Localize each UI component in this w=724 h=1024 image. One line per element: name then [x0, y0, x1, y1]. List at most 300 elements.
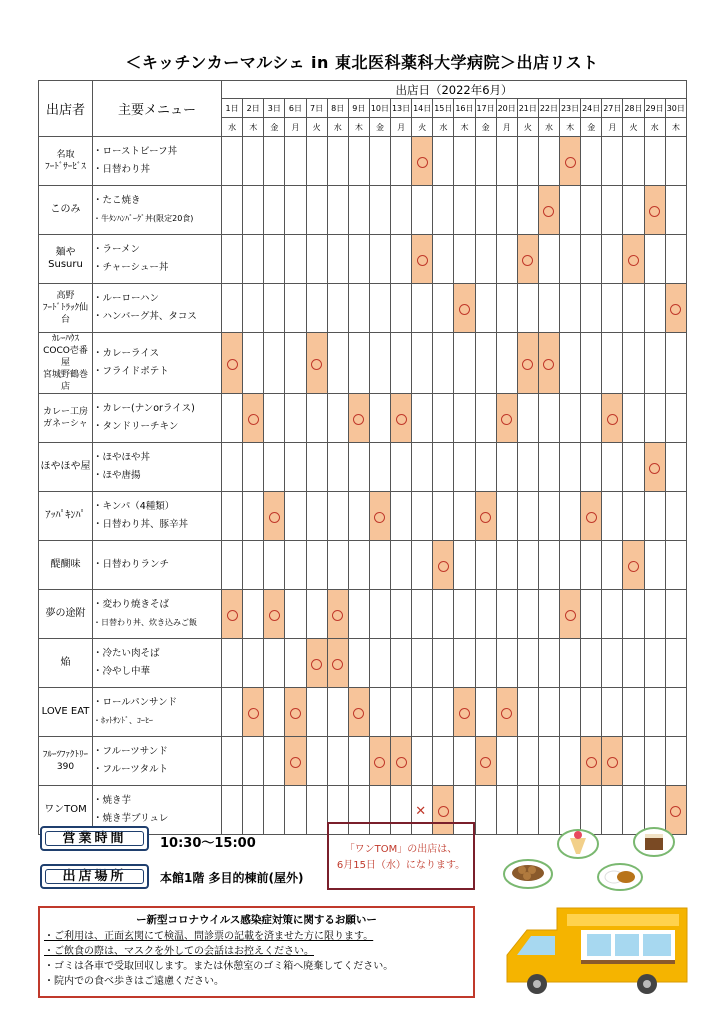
empty-day-cell: [623, 590, 644, 639]
empty-day-cell: [285, 492, 306, 541]
day-header: 28日: [623, 99, 644, 118]
empty-day-cell: [412, 737, 433, 786]
menu-cell: [93, 394, 222, 443]
empty-day-cell: [644, 737, 665, 786]
circle-mark-icon: [227, 610, 238, 621]
day-header: 3日: [264, 99, 285, 118]
vendor-row: [39, 492, 687, 541]
open-day-cell: [644, 443, 665, 492]
circle-mark-icon: [543, 206, 554, 217]
empty-day-cell: [560, 639, 581, 688]
menu-item: ・焼き芋: [93, 795, 132, 806]
open-day-cell: [306, 639, 327, 688]
empty-day-cell: [623, 394, 644, 443]
vendor-row: [39, 284, 687, 333]
day-header: 22日: [538, 99, 559, 118]
day-header: 16日: [454, 99, 475, 118]
empty-day-cell: [285, 284, 306, 333]
vendor-row: [39, 137, 687, 186]
empty-day-cell: [306, 688, 327, 737]
weekday-header: 水: [644, 118, 665, 137]
vendor-name: 焔: [39, 639, 93, 688]
empty-day-cell: [391, 443, 412, 492]
open-day-cell: [306, 333, 327, 394]
circle-mark-icon: [607, 757, 618, 768]
empty-day-cell: [306, 492, 327, 541]
circle-mark-icon: [522, 359, 533, 370]
circle-mark-icon: [353, 708, 364, 719]
menu-cell: [93, 541, 222, 590]
empty-day-cell: [369, 333, 390, 394]
weekday-header: 木: [243, 118, 264, 137]
empty-day-cell: [581, 590, 602, 639]
vendor-name: ｱｯﾊﾟｷﾝﾊﾟ: [39, 492, 93, 541]
empty-day-cell: [243, 737, 264, 786]
menu-item: ・日替わり丼、豚辛丼: [93, 519, 189, 530]
open-day-cell: [243, 394, 264, 443]
empty-day-cell: [222, 443, 243, 492]
empty-day-cell: [306, 590, 327, 639]
circle-mark-icon: [480, 512, 491, 523]
circle-mark-icon: [290, 757, 301, 768]
circle-mark-icon: [248, 708, 259, 719]
menu-item: ・キンパ（4種類）: [93, 501, 175, 512]
vendor-name: このみ: [39, 186, 93, 235]
open-day-cell: [644, 186, 665, 235]
empty-day-cell: [538, 737, 559, 786]
empty-day-cell: [454, 394, 475, 443]
open-day-cell: [560, 590, 581, 639]
empty-day-cell: [285, 186, 306, 235]
empty-day-cell: [475, 786, 496, 835]
empty-day-cell: [623, 492, 644, 541]
empty-day-cell: [623, 688, 644, 737]
empty-day-cell: [306, 737, 327, 786]
empty-day-cell: [517, 688, 538, 737]
menu-cell: [93, 284, 222, 333]
vendor-row: [39, 394, 687, 443]
empty-day-cell: [581, 394, 602, 443]
open-day-cell: [264, 590, 285, 639]
empty-day-cell: [602, 333, 623, 394]
empty-day-cell: [602, 492, 623, 541]
empty-day-cell: [433, 394, 454, 443]
open-day-cell: [348, 394, 369, 443]
open-day-cell: [623, 541, 644, 590]
vendor-row: [39, 590, 687, 639]
empty-day-cell: [665, 137, 686, 186]
empty-day-cell: [644, 333, 665, 394]
weekday-header: 木: [560, 118, 581, 137]
circle-mark-icon: [438, 806, 449, 817]
empty-day-cell: [454, 186, 475, 235]
weekday-header: 木: [665, 118, 686, 137]
circle-mark-icon: [417, 255, 428, 266]
empty-day-cell: [222, 284, 243, 333]
menu-item: ・カレーライス: [93, 348, 160, 359]
empty-day-cell: [581, 186, 602, 235]
vendor-row: [39, 639, 687, 688]
empty-day-cell: [475, 688, 496, 737]
empty-day-cell: [222, 541, 243, 590]
curry-plate-icon: [598, 864, 642, 890]
empty-day-cell: [602, 235, 623, 284]
hours-label-box: 営業時間: [40, 826, 149, 851]
empty-day-cell: [306, 541, 327, 590]
empty-day-cell: [391, 541, 412, 590]
empty-day-cell: [243, 492, 264, 541]
empty-day-cell: [581, 333, 602, 394]
empty-day-cell: [412, 492, 433, 541]
empty-day-cell: [475, 137, 496, 186]
empty-day-cell: [327, 333, 348, 394]
empty-day-cell: [454, 590, 475, 639]
empty-day-cell: [391, 688, 412, 737]
empty-day-cell: [222, 394, 243, 443]
empty-day-cell: [602, 284, 623, 333]
empty-day-cell: [285, 333, 306, 394]
vendor-row: [39, 443, 687, 492]
open-day-cell: [581, 737, 602, 786]
empty-day-cell: [602, 541, 623, 590]
empty-day-cell: [581, 235, 602, 284]
empty-day-cell: [644, 688, 665, 737]
circle-mark-icon: [290, 708, 301, 719]
vendor-name: ワンTOM: [39, 786, 93, 835]
circle-mark-icon: [269, 512, 280, 523]
weekday-header: 月: [391, 118, 412, 137]
open-day-cell: [327, 639, 348, 688]
menu-cell: [93, 333, 222, 394]
circle-mark-icon: [607, 414, 618, 425]
circle-mark-icon: [269, 610, 280, 621]
open-day-cell: [222, 333, 243, 394]
vendor-row: [39, 235, 687, 284]
empty-day-cell: [475, 639, 496, 688]
empty-day-cell: [560, 541, 581, 590]
empty-day-cell: [517, 541, 538, 590]
empty-day-cell: [560, 737, 581, 786]
empty-day-cell: [391, 284, 412, 333]
empty-day-cell: [222, 639, 243, 688]
empty-day-cell: [285, 639, 306, 688]
circle-mark-icon: [649, 206, 660, 217]
empty-day-cell: [412, 688, 433, 737]
empty-day-cell: [665, 186, 686, 235]
covid-notice: [38, 906, 475, 998]
empty-day-cell: [644, 541, 665, 590]
empty-day-cell: [623, 137, 644, 186]
empty-day-cell: [348, 443, 369, 492]
day-header: 1日: [222, 99, 243, 118]
empty-day-cell: [644, 137, 665, 186]
empty-day-cell: [517, 284, 538, 333]
empty-day-cell: [327, 284, 348, 333]
empty-day-cell: [327, 541, 348, 590]
empty-day-cell: [665, 235, 686, 284]
empty-day-cell: [369, 443, 390, 492]
vendor-name: ﾌﾙｰﾂﾌｧｸﾄﾘｰ 390: [39, 737, 93, 786]
page-title: ＜キッチンカーマルシェ in 東北医科薬科大学病院＞出店リスト: [125, 53, 599, 72]
place-label-box: 出店場所: [40, 864, 149, 889]
empty-day-cell: [327, 394, 348, 443]
day-header: 14日: [412, 99, 433, 118]
empty-day-cell: [412, 284, 433, 333]
weekday-header: 月: [285, 118, 306, 137]
circle-mark-icon: [227, 359, 238, 370]
empty-day-cell: [243, 443, 264, 492]
empty-day-cell: [644, 590, 665, 639]
empty-day-cell: [264, 688, 285, 737]
empty-day-cell: [327, 137, 348, 186]
empty-day-cell: [433, 590, 454, 639]
empty-day-cell: [644, 235, 665, 284]
open-day-cell: [538, 186, 559, 235]
weekday-header: 水: [222, 118, 243, 137]
covid-item: ・ゴミは各車で受取回収します。または休憩室のゴミ箱へ廃棄してください。: [44, 961, 394, 972]
empty-day-cell: [348, 492, 369, 541]
empty-day-cell: [496, 284, 517, 333]
weekday-header: 月: [602, 118, 623, 137]
vendor-name: 名取 ﾌｰﾄﾞｻｰﾋﾞｽ: [39, 137, 93, 186]
empty-day-cell: [538, 639, 559, 688]
empty-day-cell: [538, 492, 559, 541]
empty-day-cell: [243, 541, 264, 590]
vendor-name: ほやほや屋: [39, 443, 93, 492]
empty-day-cell: [560, 284, 581, 333]
empty-day-cell: [433, 688, 454, 737]
empty-day-cell: [264, 186, 285, 235]
empty-day-cell: [538, 688, 559, 737]
menu-item: ・チャーシュー丼: [93, 262, 169, 273]
circle-mark-icon: [332, 659, 343, 670]
day-header: 6日: [285, 99, 306, 118]
empty-day-cell: [454, 492, 475, 541]
empty-day-cell: [454, 333, 475, 394]
menu-item: ・日替わり丼: [93, 164, 151, 175]
day-header: 29日: [644, 99, 665, 118]
empty-day-cell: [348, 235, 369, 284]
empty-day-cell: [391, 235, 412, 284]
empty-day-cell: [475, 333, 496, 394]
empty-day-cell: [665, 394, 686, 443]
open-day-cell: [412, 235, 433, 284]
open-day-cell: [348, 688, 369, 737]
empty-day-cell: [412, 639, 433, 688]
empty-day-cell: [369, 137, 390, 186]
day-header: 7日: [306, 99, 327, 118]
empty-day-cell: [644, 394, 665, 443]
empty-day-cell: [222, 688, 243, 737]
day-header: 30日: [665, 99, 686, 118]
empty-day-cell: [306, 186, 327, 235]
empty-day-cell: [623, 333, 644, 394]
circle-mark-icon: [480, 757, 491, 768]
circle-mark-icon: [311, 359, 322, 370]
empty-day-cell: [517, 394, 538, 443]
vendor-name: 高野 ﾌｰﾄﾞﾄﾗｯｸ仙台: [39, 284, 93, 333]
empty-day-cell: [538, 137, 559, 186]
hours-value: 10:30〜15:00: [160, 836, 256, 851]
empty-day-cell: [517, 443, 538, 492]
empty-day-cell: [264, 284, 285, 333]
circle-mark-icon: [396, 757, 407, 768]
empty-day-cell: [412, 186, 433, 235]
day-header: 21日: [517, 99, 538, 118]
empty-day-cell: [623, 284, 644, 333]
empty-day-cell: [222, 186, 243, 235]
empty-day-cell: [644, 639, 665, 688]
weekday-header: 火: [306, 118, 327, 137]
open-day-cell: [433, 541, 454, 590]
empty-day-cell: [327, 688, 348, 737]
empty-day-cell: [560, 492, 581, 541]
empty-day-cell: [665, 590, 686, 639]
menu-item: ・変わり焼きそば: [93, 599, 170, 610]
empty-day-cell: [369, 590, 390, 639]
empty-day-cell: [433, 492, 454, 541]
empty-day-cell: [243, 186, 264, 235]
open-day-cell: [602, 394, 623, 443]
empty-day-cell: [327, 443, 348, 492]
circle-mark-icon: [670, 806, 681, 817]
circle-mark-icon: [374, 512, 385, 523]
day-header: 10日: [369, 99, 390, 118]
vendor-row: [39, 186, 687, 235]
empty-day-cell: [391, 492, 412, 541]
empty-day-cell: [496, 639, 517, 688]
open-day-cell: [475, 737, 496, 786]
weekday-header: 火: [517, 118, 538, 137]
menu-item: ・ラーメン: [93, 244, 141, 255]
empty-day-cell: [264, 333, 285, 394]
place-value: 本館1階 多目的棟前(屋外): [160, 871, 304, 885]
empty-day-cell: [348, 284, 369, 333]
empty-day-cell: [560, 186, 581, 235]
menu-item: ・ﾎｯﾄｻﾝﾄﾞ、ｺｰﾋｰ: [93, 716, 153, 725]
parfait-icon: [558, 830, 598, 858]
empty-day-cell: [369, 284, 390, 333]
day-header: 24日: [581, 99, 602, 118]
circle-mark-icon: [311, 659, 322, 670]
empty-day-cell: [538, 284, 559, 333]
day-header: 15日: [433, 99, 454, 118]
empty-day-cell: [412, 541, 433, 590]
menu-cell: [93, 492, 222, 541]
empty-day-cell: [369, 688, 390, 737]
menu-cell: [93, 443, 222, 492]
chocolate-cake-icon: [634, 828, 674, 856]
header-menu: 主要メニュー: [93, 81, 222, 137]
empty-day-cell: [222, 786, 243, 835]
open-day-cell: [391, 394, 412, 443]
empty-day-cell: [327, 492, 348, 541]
open-day-cell: [475, 492, 496, 541]
food-illustrations: [500, 822, 690, 902]
empty-day-cell: [602, 137, 623, 186]
empty-day-cell: [306, 235, 327, 284]
empty-day-cell: [327, 235, 348, 284]
empty-day-cell: [560, 394, 581, 443]
menu-cell: [93, 639, 222, 688]
empty-day-cell: [623, 443, 644, 492]
open-day-cell: [602, 737, 623, 786]
empty-day-cell: [644, 284, 665, 333]
circle-mark-icon: [586, 757, 597, 768]
circle-mark-icon: [586, 512, 597, 523]
menu-cell: [93, 590, 222, 639]
menu-item: ・ほやほや丼: [93, 452, 151, 463]
empty-day-cell: [665, 492, 686, 541]
empty-day-cell: [348, 137, 369, 186]
notice-line-2: 6月15日（水）になります。: [336, 860, 466, 871]
menu-item: ・ローストビーフ丼: [93, 146, 178, 157]
empty-day-cell: [623, 737, 644, 786]
empty-day-cell: [517, 639, 538, 688]
empty-day-cell: [560, 443, 581, 492]
circle-mark-icon: [332, 610, 343, 621]
empty-day-cell: [475, 541, 496, 590]
empty-day-cell: [496, 333, 517, 394]
empty-day-cell: [454, 443, 475, 492]
takoyaki-plate-icon: [504, 860, 552, 888]
day-header: 20日: [496, 99, 517, 118]
empty-day-cell: [264, 443, 285, 492]
open-day-cell: [412, 137, 433, 186]
menu-item: ・フルーツタルト: [93, 764, 169, 775]
empty-day-cell: [222, 137, 243, 186]
vendor-name: 麺やSusuru: [39, 235, 93, 284]
empty-day-cell: [348, 333, 369, 394]
menu-item: ・タンドリーチキン: [93, 421, 179, 432]
day-header: 23日: [560, 99, 581, 118]
empty-day-cell: [327, 186, 348, 235]
empty-day-cell: [264, 541, 285, 590]
empty-day-cell: [433, 639, 454, 688]
empty-day-cell: [602, 590, 623, 639]
circle-mark-icon: [353, 414, 364, 425]
empty-day-cell: [623, 639, 644, 688]
open-day-cell: [369, 737, 390, 786]
empty-day-cell: [222, 737, 243, 786]
header-vendor: 出店者: [39, 81, 93, 137]
empty-day-cell: [581, 284, 602, 333]
day-header: 27日: [602, 99, 623, 118]
covid-heading: ー新型コロナウイルス感染症対策に関するお願いー: [136, 914, 377, 926]
food-truck-illustration: [497, 900, 697, 1000]
empty-day-cell: [391, 137, 412, 186]
cross-icon: ✕: [415, 803, 427, 819]
empty-day-cell: [306, 284, 327, 333]
empty-day-cell: [538, 541, 559, 590]
menu-item: ・フライドポテト: [93, 366, 169, 377]
open-day-cell: [454, 284, 475, 333]
empty-day-cell: [517, 186, 538, 235]
menu-item: ・たこ焼き: [93, 195, 141, 206]
circle-mark-icon: [628, 255, 639, 266]
open-day-cell: [665, 284, 686, 333]
empty-day-cell: [517, 492, 538, 541]
empty-day-cell: [222, 492, 243, 541]
empty-day-cell: [665, 443, 686, 492]
day-header: 8日: [327, 99, 348, 118]
vendor-name: LOVE EAT: [39, 688, 93, 737]
empty-day-cell: [243, 639, 264, 688]
circle-mark-icon: [649, 463, 660, 474]
empty-day-cell: [243, 590, 264, 639]
empty-day-cell: [581, 688, 602, 737]
menu-cell: [93, 235, 222, 284]
